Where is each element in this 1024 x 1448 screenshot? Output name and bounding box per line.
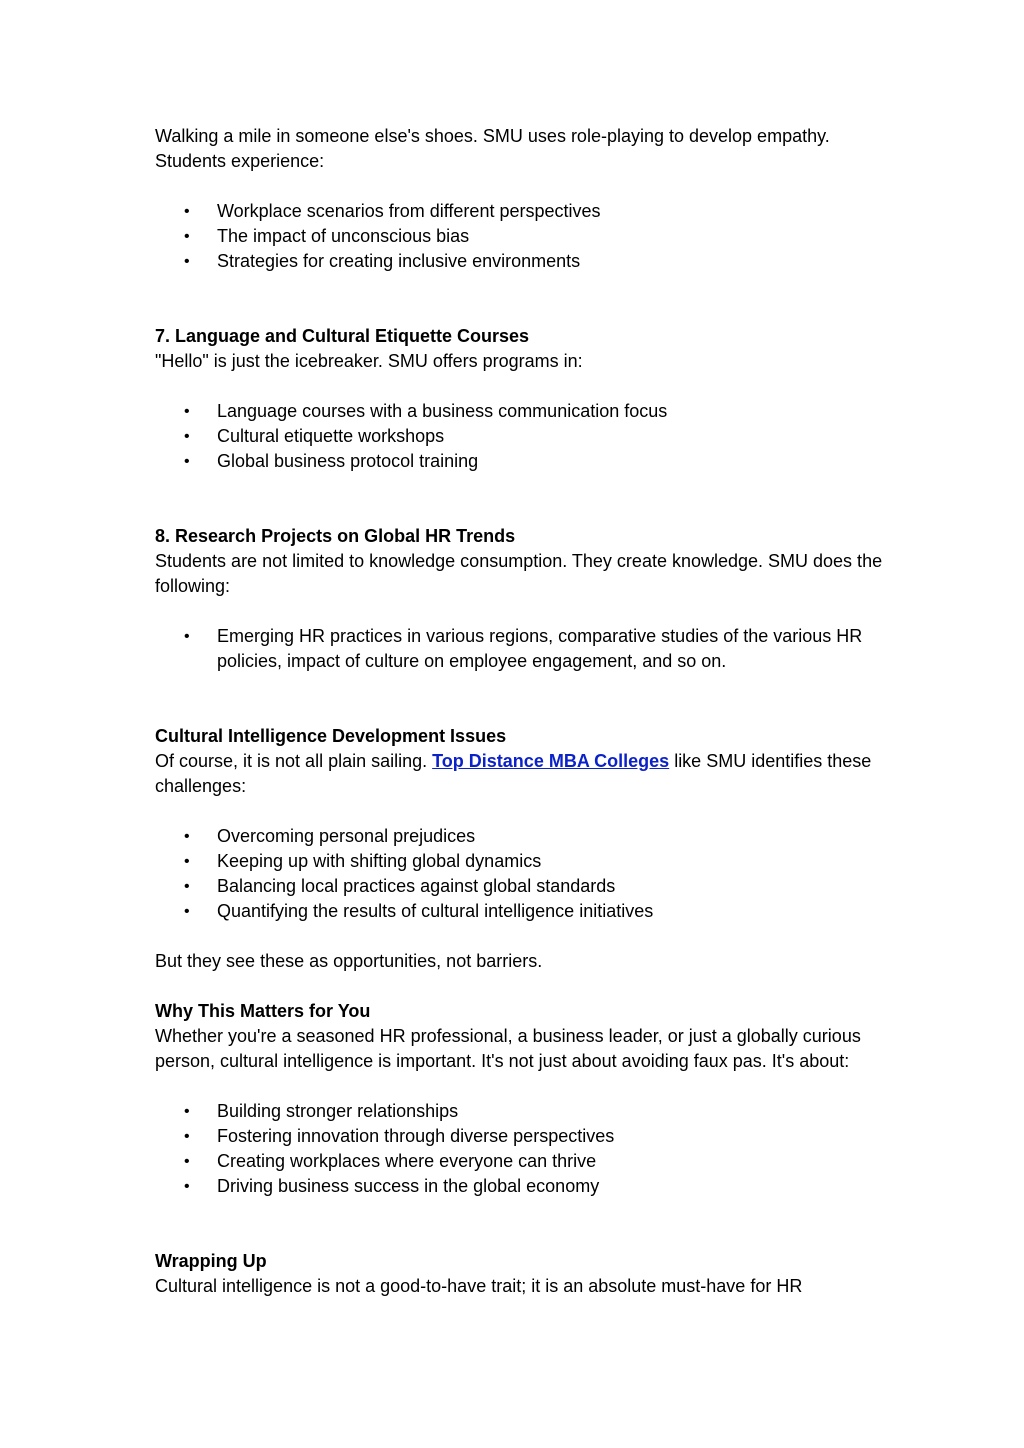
list-item: • Keeping up with shifting global dynamics bbox=[155, 849, 895, 874]
list-item: • The impact of unconscious bias bbox=[155, 224, 895, 249]
section-7-list bbox=[155, 399, 895, 474]
issues-heading: Cultural Intelligence Development Issues bbox=[155, 726, 507, 746]
list-item: • Overcoming personal prejudices bbox=[155, 824, 895, 849]
list-item: • Language courses with a business communication focus bbox=[155, 399, 895, 424]
intro-list bbox=[155, 199, 895, 274]
wrap-paragraph: Cultural intelligence is not a good-to-have trait; it is an absolute must-have for HR bbox=[155, 1276, 803, 1296]
section-8-list bbox=[155, 624, 895, 674]
list-item: • Cultural etiquette workshops bbox=[155, 424, 895, 449]
list-item: • Workplace scenarios from different perspectives bbox=[155, 199, 895, 224]
section-7-paragraph: "Hello" is just the icebreaker. SMU offers programs in: bbox=[155, 351, 583, 371]
wrap-heading: Wrapping Up bbox=[155, 1251, 267, 1271]
section-8-heading: 8. Research Projects on Global HR Trends bbox=[155, 526, 516, 546]
issues-text-before: Of course, it is not all plain sailing. bbox=[155, 751, 433, 771]
list-item: • Emerging HR practices in various regions, comparative studies of the various HR policies, impact of culture on employee engagement, and so on. bbox=[155, 624, 895, 674]
issues-paragraph bbox=[155, 749, 895, 799]
why-heading: Why This Matters for You bbox=[155, 1001, 371, 1021]
list-item: • Driving business success in the global economy bbox=[155, 1174, 895, 1199]
list-item: • Building stronger relationships bbox=[155, 1099, 895, 1124]
intro-paragraph: Walking a mile in someone else's shoes. SMU uses role-playing to develop empathy. Students experience: bbox=[155, 126, 830, 171]
document-page bbox=[155, 124, 895, 1299]
section-8-paragraph: Students are not limited to knowledge consumption. They create knowledge. SMU does the following: bbox=[155, 551, 883, 596]
why-list bbox=[155, 1099, 895, 1199]
top-distance-mba-colleges-link[interactable]: Top Distance MBA Colleges bbox=[432, 751, 670, 771]
issues-closing: But they see these as opportunities, not barriers. bbox=[155, 951, 543, 971]
list-item: • Strategies for creating inclusive environments bbox=[155, 249, 895, 274]
why-paragraph: Whether you're a seasoned HR professional, a business leader, or just a globally curious person, cultural intelligence is important. It's not just about avoiding faux pas. It's about: bbox=[155, 1026, 861, 1071]
section-7-heading: 7. Language and Cultural Etiquette Courses bbox=[155, 326, 530, 346]
list-item: • Fostering innovation through diverse perspectives bbox=[155, 1124, 895, 1149]
issues-list bbox=[155, 824, 895, 924]
list-item: • Balancing local practices against global standards bbox=[155, 874, 895, 899]
list-item: • Creating workplaces where everyone can thrive bbox=[155, 1149, 895, 1174]
list-item: • Quantifying the results of cultural intelligence initiatives bbox=[155, 899, 895, 924]
issues-text-after: like SMU identifies these challenges: bbox=[155, 751, 872, 796]
list-item: • Global business protocol training bbox=[155, 449, 895, 474]
